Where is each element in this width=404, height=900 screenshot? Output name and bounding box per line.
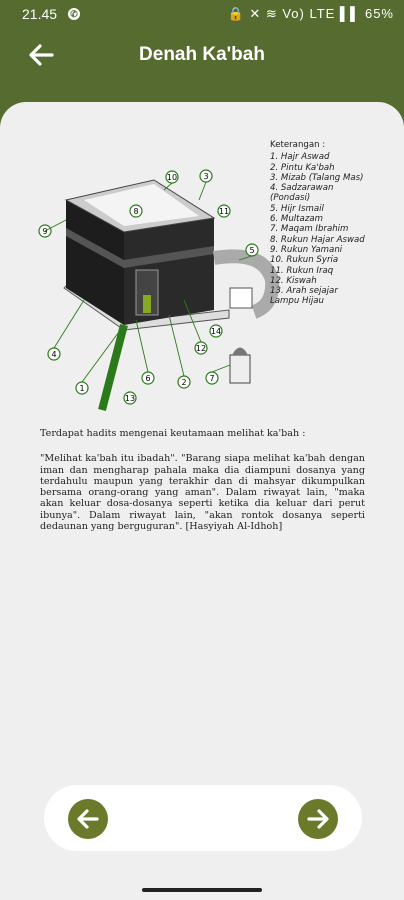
legend-item: 13. Arah sejajar (270, 286, 338, 297)
svg-text:6: 6 (145, 374, 151, 383)
svg-text:8: 8 (133, 207, 139, 216)
intro-paragraph: Terdapat hadits mengenai keutamaan melihat ka'bah : (40, 428, 306, 439)
svg-text:5: 5 (249, 246, 255, 255)
callout-8 (130, 205, 142, 217)
home-indicator[interactable] (142, 888, 262, 892)
legend-item: 5. Hijr Ismail (270, 203, 324, 214)
callout-10 (166, 171, 178, 183)
status-bar (0, 0, 404, 28)
bottom-navigation (44, 785, 362, 851)
article-text (40, 428, 365, 546)
legend-item: 11. Rukun Iraq (270, 265, 334, 276)
legend-title: Keterangan : (270, 140, 326, 150)
legend-item: 7. Maqam Ibrahim (270, 224, 349, 235)
callout-12 (195, 342, 207, 354)
legend-item: 6. Multazam (270, 214, 323, 225)
legend-item: 4. Sadzarawan (270, 183, 334, 194)
svg-text:1: 1 (79, 384, 85, 393)
callout-13 (124, 392, 136, 404)
legend-item: 2. Pintu Ka'bah (270, 162, 335, 173)
status-time: 21.45 (22, 6, 58, 22)
legend-item: 3. Mizab (Talang Mas) (270, 172, 364, 183)
svg-text:4: 4 (51, 350, 57, 359)
callout-7 (206, 372, 218, 384)
legend-item: 12. Kiswah (270, 275, 317, 286)
diagram-legend (270, 140, 400, 307)
legend-item: 10. Rukun Syria (270, 255, 339, 266)
whatsapp-icon: ✆ (68, 8, 80, 20)
svg-text:7: 7 (209, 374, 215, 383)
legend-item: 8. Rukun Hajar Aswad (270, 234, 365, 245)
svg-text:10: 10 (166, 173, 178, 182)
svg-text:14: 14 (210, 327, 222, 336)
legend-item: 9. Rukun Yamani (270, 244, 343, 255)
arrow-left-circle-icon (68, 799, 108, 839)
arrow-right-circle-icon (298, 799, 338, 839)
next-button[interactable] (298, 799, 338, 839)
status-indicators: 🔒 ✕ ≋ Vo) LTE ▌▌ 65% (227, 6, 394, 21)
callout-2 (178, 376, 190, 388)
callout-14 (210, 325, 222, 337)
svg-text:2: 2 (181, 378, 187, 387)
svg-text:12: 12 (195, 344, 207, 353)
callout-3 (200, 170, 212, 182)
page-title: Denah Ka'bah (139, 44, 265, 65)
legend-item: 1. Hajr Aswad (270, 152, 330, 163)
callout-4 (48, 348, 60, 360)
callout-11 (218, 205, 230, 217)
legend-item: Lampu Hijau (270, 296, 325, 307)
hadith-paragraph: "Melihat ka'bah itu ibadah". "Barang siapa melihat ka'bah dengan iman dan mengharap pahala maka dia diampuni dosanya yang terdahulu maupun yang terakhir dan di mahsyar dikumpulkan bersama orang-orang yang aman". Dalam riwayat lain, "maka akan keluar dosa-dosanya seperti ketika dia keluar dari perut ibunya". Dalam riwayat lain, "akan rontok dosanya seperti dedaunan yang berguguran". [Hasyiyah Al-Idhoh] (40, 453, 365, 533)
svg-text:3: 3 (203, 172, 209, 181)
svg-text:11: 11 (218, 207, 230, 216)
legend-item: (Pondasi) (270, 193, 311, 204)
svg-text:13: 13 (124, 394, 136, 403)
callout-6 (142, 372, 154, 384)
app-bar (0, 28, 404, 84)
callout-5 (246, 244, 258, 256)
previous-button[interactable] (68, 799, 108, 839)
callout-1 (76, 382, 88, 394)
svg-text:9: 9 (42, 227, 48, 236)
